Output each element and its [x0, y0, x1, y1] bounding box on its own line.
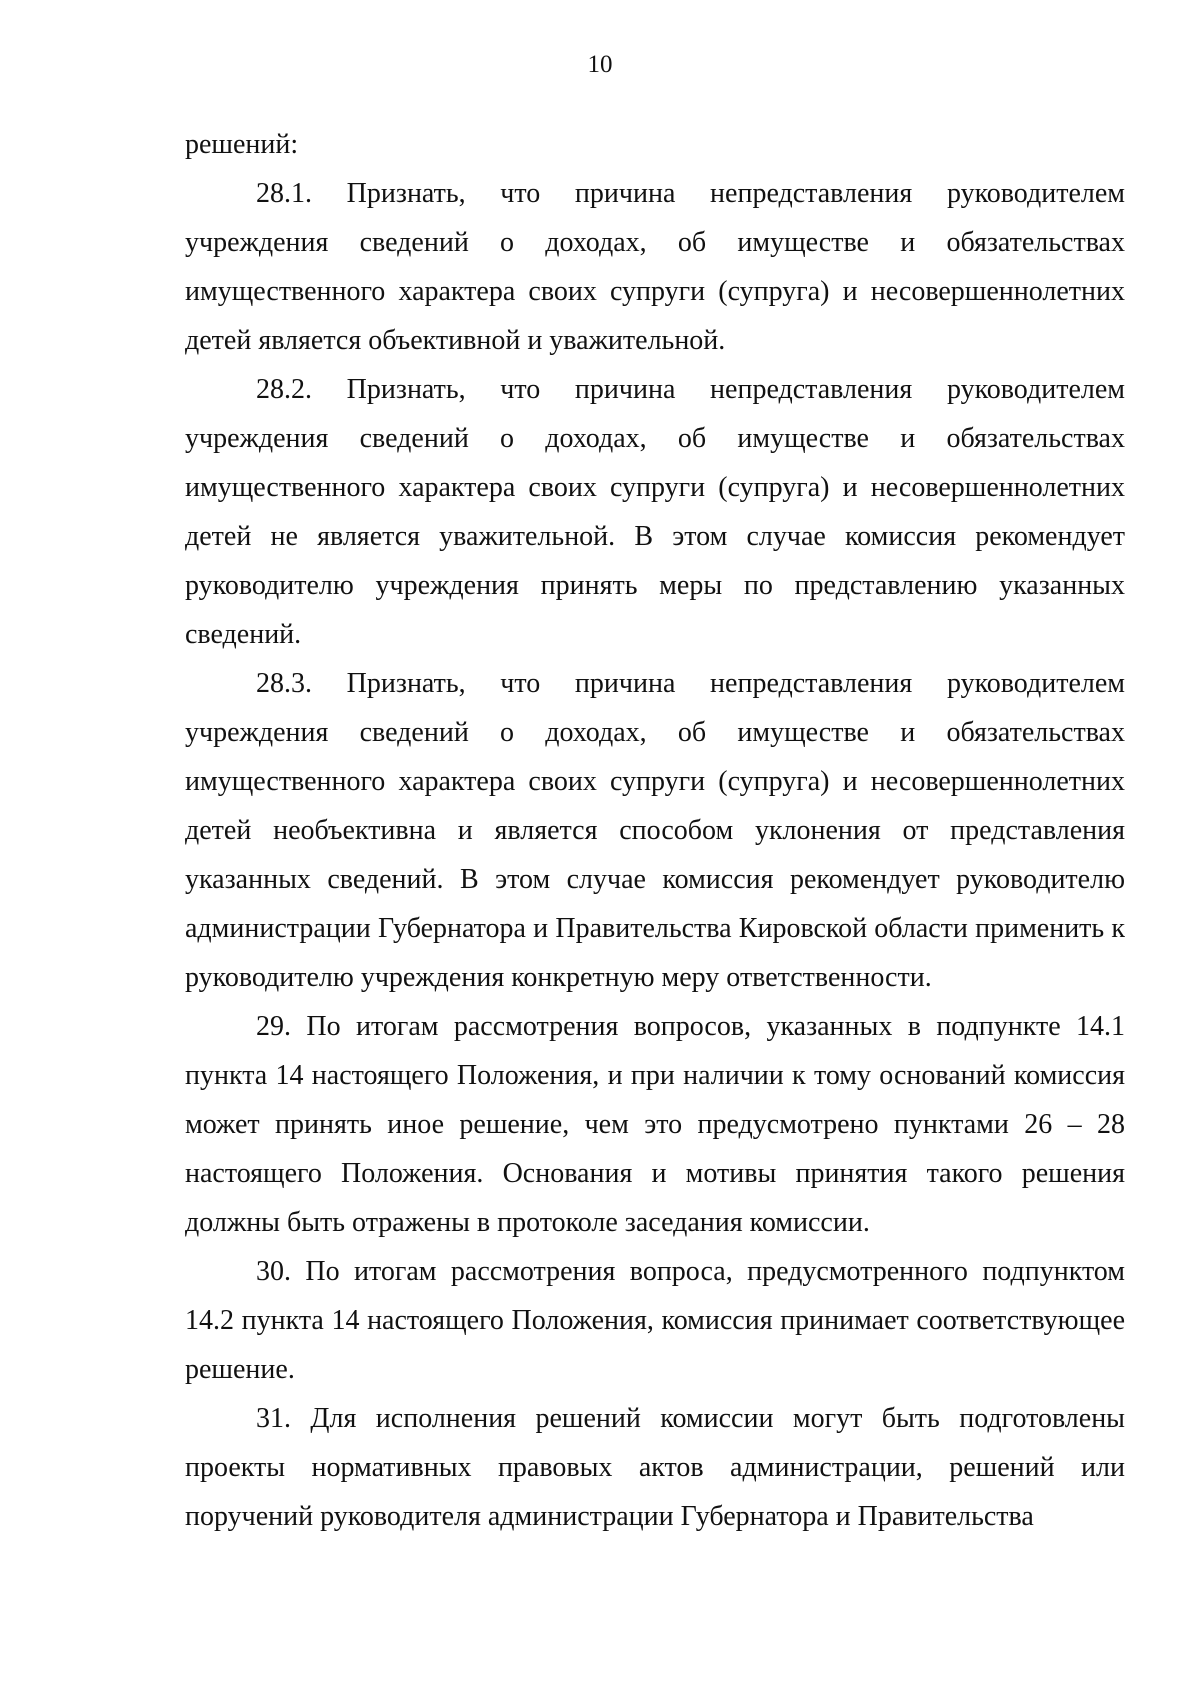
paragraph-29: 29. По итогам рассмотрения вопросов, указанных в подпункте 14.1 пункта 14 настоящего Положения, и при наличии к тому оснований комиссия может принять иное решение, чем это предусмотрено пунктами 26 – 28 настоящего Положения. Основания и мотивы принятия такого решения должны быть отражены в протоколе заседания комиссии.: [185, 1011, 1125, 1238]
page-number: 10: [587, 51, 613, 78]
document-body: [185, 120, 1125, 1541]
paragraph-31: 31. Для исполнения решений комиссии могут быть подготовлены проекты нормативных правовых актов администрации, решений или поручений руководителя администрации Губернатора и Правительства: [185, 1403, 1125, 1532]
paragraph-30: 30. По итогам рассмотрения вопроса, предусмотренного подпунктом 14.2 пункта 14 настоящего Положения, комиссия принимает соответствующее решение.: [185, 1256, 1125, 1385]
paragraph-28-3: 28.3. Признать, что причина непредставления руководителем учреждения сведений о доходах, об имуществе и обязательствах имущественного характера своих супруги (супруга) и несовершеннолетних детей необъективна и является способом уклонения от представления указанных сведений. В этом случае комиссия рекомендует руководителю администрации Губернатора и Правительства Кировской области применить к руководителю учреждения конкретную меру ответственности.: [185, 668, 1125, 993]
paragraph-28-1: 28.1. Признать, что причина непредставления руководителем учреждения сведений о доходах, об имуществе и обязательствах имущественного характера своих супруги (супруга) и несовершеннолетних детей является объективной и уважительной.: [185, 178, 1125, 356]
paragraph-continuation: решений:: [185, 129, 299, 160]
paragraph-28-2: 28.2. Признать, что причина непредставления руководителем учреждения сведений о доходах, об имуществе и обязательствах имущественного характера своих супруги (супруга) и несовершеннолетних детей не является уважительной. В этом случае комиссия рекомендует руководителю учреждения принять меры по представлению указанных сведений.: [185, 374, 1125, 650]
